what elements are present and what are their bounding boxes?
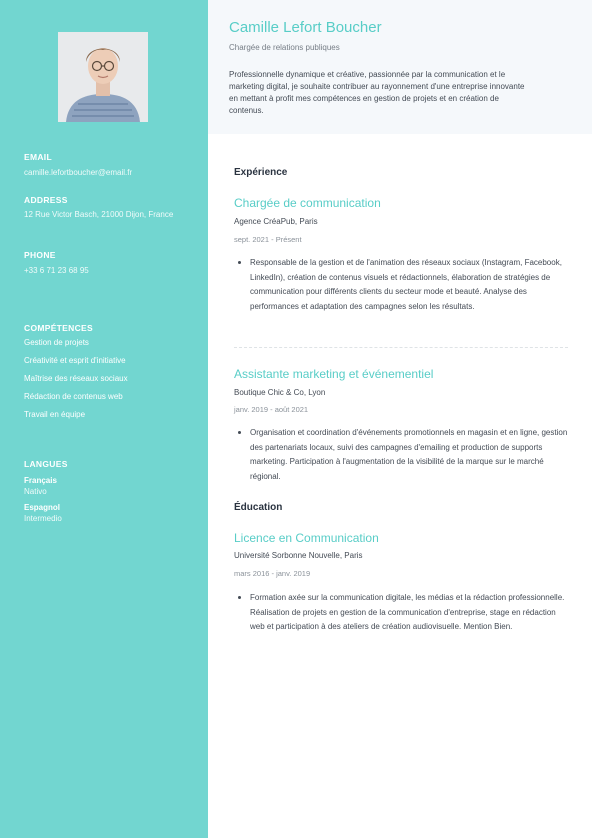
- entry-divider: [234, 347, 568, 348]
- candidate-title: Chargée de relations publiques: [229, 43, 340, 52]
- phone-label: PHONE: [24, 250, 56, 260]
- entry-description: Formation axée sur la communication digitale, les médias et la rédaction professionnelle. Réalisation de projets en gestion de la communication d'entreprise, stage en rédaction web et participation à des ateliers de création audiovisuelle. Mention Bien.: [234, 591, 568, 635]
- contact-email: [24, 152, 200, 179]
- sidebar: [0, 0, 208, 838]
- education-heading: Éducation: [234, 502, 283, 513]
- language-name: Espagnol: [24, 503, 61, 512]
- candidate-name: Camille Lefort Boucher: [229, 19, 382, 36]
- experience-heading: Expérience: [234, 167, 288, 178]
- skills-label: COMPÉTENCES: [24, 323, 93, 333]
- skill-item: Créativité et esprit d'initiative: [24, 356, 126, 365]
- entry-organization: Université Sorbonne Nouvelle, Paris: [234, 551, 363, 560]
- address-label: ADDRESS: [24, 195, 68, 205]
- entry-dates: sept. 2021 - Présent: [234, 235, 302, 244]
- email-value[interactable]: camille.lefortboucher@email.fr: [24, 168, 133, 177]
- email-label: EMAIL: [24, 152, 52, 162]
- profile-summary: Professionnelle dynamique et créative, passionnée par la communication et le marketing digital, je souhaite contribuer au rayonnement d'une entreprise innovante en mettant à profit mes compétences en gestion de projets et en création de contenus.: [229, 70, 525, 115]
- entry-dates: mars 2016 - janv. 2019: [234, 569, 311, 578]
- skills-section: [24, 323, 200, 424]
- contact-address: [24, 195, 200, 221]
- phone-value[interactable]: +33 6 71 23 68 95: [24, 266, 89, 275]
- address-value: 12 Rue Victor Basch, 21000 Dijon, France: [24, 210, 174, 219]
- languages-label: LANGUES: [24, 459, 68, 469]
- entry-description: Organisation et coordination d'événements promotionnels en magasin et en ligne, gestion des partenariats locaux, suivi des campagnes d'emailing et production de supports marketing. Participation à l'augmentation de la visibilité de la marque sur le marché régional.: [234, 426, 568, 484]
- entry-title: Assistante marketing et événementiel: [234, 367, 434, 381]
- skill-item: Gestion de projets: [24, 338, 89, 347]
- languages-section: [24, 459, 200, 524]
- entry-title: Chargée de communication: [234, 196, 381, 210]
- skill-item: Travail en équipe: [24, 410, 86, 419]
- language-level: Intermedio: [24, 514, 62, 523]
- entry-description: Responsable de la gestion et de l'animation des réseaux sociaux (Instagram, Facebook, LinkedIn), création de contenus visuels et rédactionnels, élaboration de stratégies de communication pour différents clients du secteur mode et beauté. Analyse des performances et adaptation des campagnes selon les résultats.: [234, 256, 568, 314]
- skill-item: Maîtrise des réseaux sociaux: [24, 374, 128, 383]
- profile-photo: [58, 32, 148, 122]
- language-item: [24, 502, 200, 524]
- entry-organization: Boutique Chic & Co, Lyon: [234, 388, 326, 397]
- language-level: Nativo: [24, 487, 47, 496]
- contact-phone: [24, 250, 200, 277]
- language-item: [24, 475, 200, 497]
- entry-dates: janv. 2019 - août 2021: [234, 405, 309, 414]
- profile-header: [208, 0, 592, 134]
- skill-item: Rédaction de contenus web: [24, 392, 123, 401]
- entry-organization: Agence CréaPub, Paris: [234, 217, 318, 226]
- language-name: Français: [24, 476, 57, 485]
- entry-title: Licence en Communication: [234, 531, 379, 545]
